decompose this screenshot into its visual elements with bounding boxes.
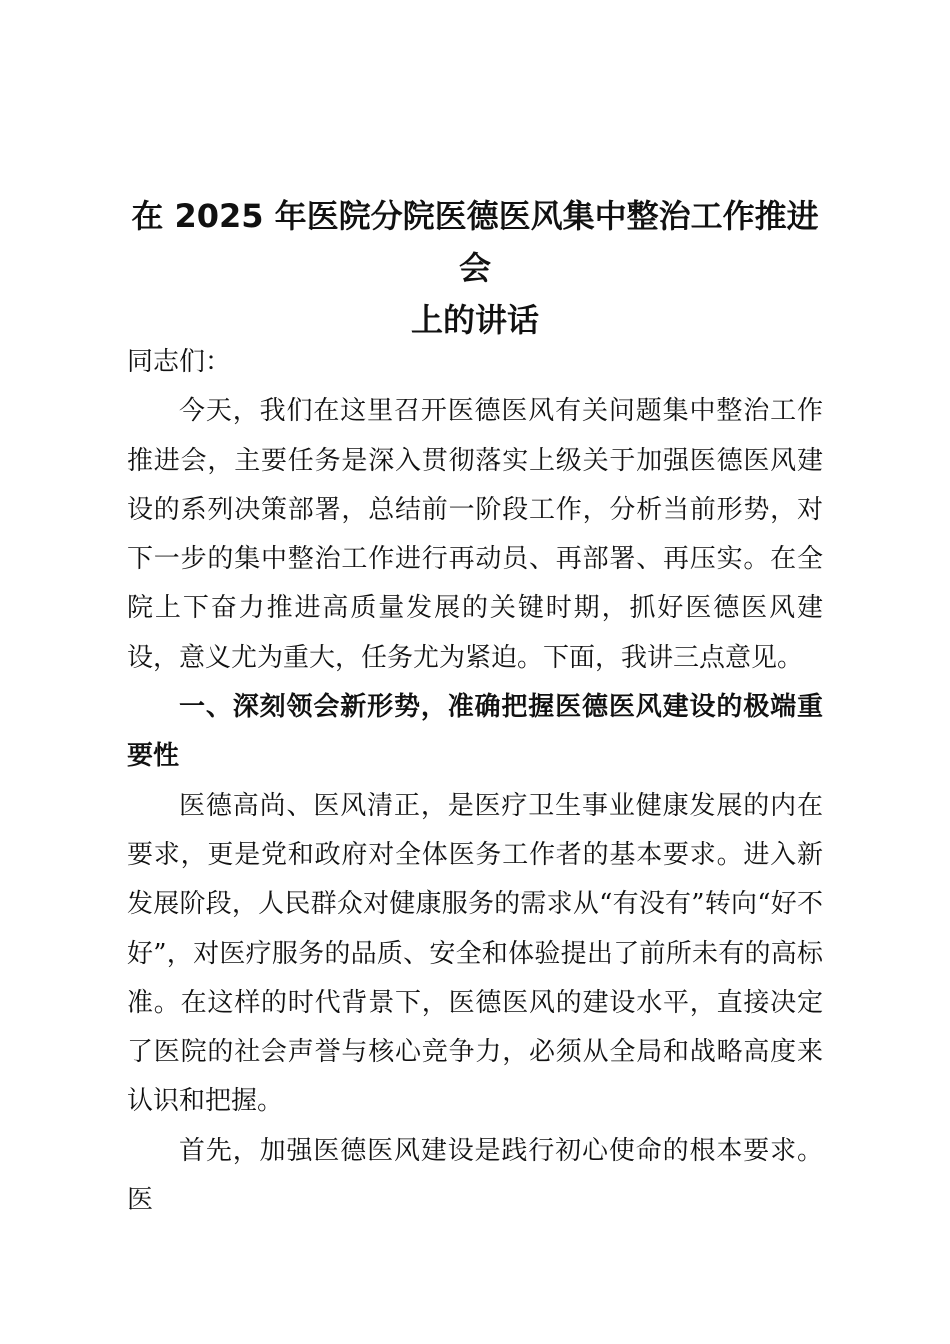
salutation: 同志们： [127,347,232,377]
paragraph-intro: 今天，我们在这里召开医德医风有关问题集中整治工作推进会，主要任务是深入贯彻落实上级关于加强医德医风建设的系列决策部署，总结前一阶段工作，分析当前形势，对下一步的集中整治工作进行再动员、再部署、再压实。在全院上下奋力推进高质量发展的关键时期，抓好医德医风建设，意义尤为重大，任务尤为紧迫。下面，我讲三点意见。 [127,396,823,673]
paragraph-first-point: 首先，加强医德医风建设是践行初心使命的根本要求。医 [127,1135,823,1216]
document-title [125,190,825,346]
section-heading-1: 一、深刻领会新形势，准确把握医德医风建设的极端重要性 [127,692,823,772]
title-line-2: 上的讲话 [410,301,539,339]
title-line-1: 在 2025 年医院分院医德医风集中整治工作推进会 [131,197,819,287]
paragraph-section-1: 医德高尚、医风清正，是医疗卫生事业健康发展的内在要求，更是党和政府对全体医务工作者的基本要求。进入新发展阶段，人民群众对健康服务的需求从“有没有”转向“好不好”，对医疗服务的品质、安全和体验提出了前所未有的高标准。在这样的时代背景下，医德医风的建设水平，直接决定了医院的社会声誉与核心竞争力，必须从全局和战略高度来认识和把握。 [127,790,823,1117]
document-body [127,338,823,1225]
